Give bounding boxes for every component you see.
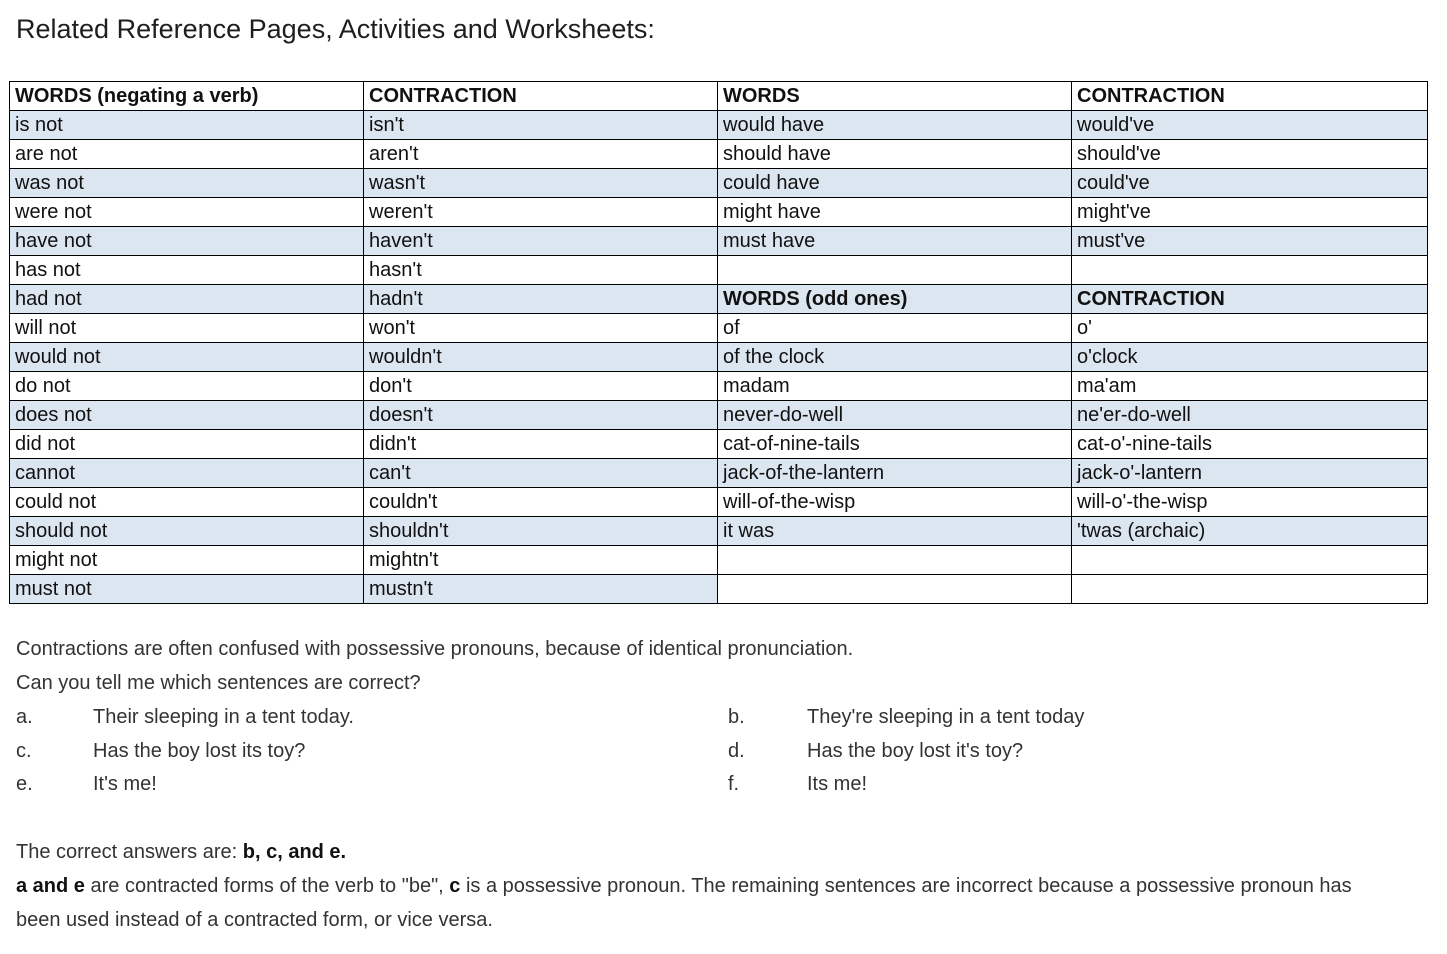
table-cell: hadn't (364, 285, 718, 314)
table-cell: madam (718, 372, 1072, 401)
table-cell: must not (10, 575, 364, 604)
table-cell: aren't (364, 140, 718, 169)
table-row (10, 430, 1428, 459)
question-f-text: Its me! (807, 773, 868, 795)
table-row (10, 401, 1428, 430)
table-cell (718, 256, 1072, 285)
table-cell: couldn't (364, 488, 718, 517)
table-cell: could have (718, 169, 1072, 198)
table-row (10, 546, 1428, 575)
answers-prefix: The correct answers are: (16, 841, 243, 863)
table-cell: had not (10, 285, 364, 314)
table-cell: mustn't (364, 575, 718, 604)
table-cell (1072, 575, 1428, 604)
table-cell: have not (10, 227, 364, 256)
table-cell: jack-of-the-lantern (718, 459, 1072, 488)
table-cell: CONTRACTION (1072, 285, 1428, 314)
table-cell: don't (364, 372, 718, 401)
table-cell: didn't (364, 430, 718, 459)
question-f-letter: f. (728, 773, 740, 795)
table-cell: shouldn't (364, 517, 718, 546)
table-cell: never-do-well (718, 401, 1072, 430)
table-cell: of (718, 314, 1072, 343)
table-cell: are not (10, 140, 364, 169)
answers-line (16, 841, 346, 864)
table-cell: doesn't (364, 401, 718, 430)
question-e-text: It's me! (93, 773, 157, 795)
table-cell: does not (10, 401, 364, 430)
table-cell: cannot (10, 459, 364, 488)
table-cell: WORDS (odd ones) (718, 285, 1072, 314)
explanation-text-2: is a possessive pronoun. The remaining sentences are incorrect because a possessive pronoun has (460, 875, 1352, 897)
explanation-bold-2: c (449, 875, 461, 897)
table-cell: cat-of-nine-tails (718, 430, 1072, 459)
table-row (10, 227, 1428, 256)
answers-correct: b, c, and e. (242, 841, 347, 863)
table-row (10, 256, 1428, 285)
question-c-letter: c. (16, 740, 32, 762)
table-cell: would've (1072, 111, 1428, 140)
table-cell: ne'er-do-well (1072, 401, 1428, 430)
table-cell: weren't (364, 198, 718, 227)
table-cell: it was (718, 517, 1072, 546)
intro-line-2: Can you tell me which sentences are correct? (16, 672, 421, 694)
table-cell: will not (10, 314, 364, 343)
page-title: Related Reference Pages, Activities and Worksheets: (16, 14, 655, 44)
table-cell: should not (10, 517, 364, 546)
table-cell: should have (718, 140, 1072, 169)
table-cell: will-o'-the-wisp (1072, 488, 1428, 517)
question-c-text: Has the boy lost its toy? (93, 740, 306, 762)
explanation-bold-1: a and e (16, 875, 85, 897)
question-b-letter: b. (728, 706, 745, 728)
contractions-table (9, 81, 1428, 604)
table-cell: isn't (364, 111, 718, 140)
table-cell: of the clock (718, 343, 1072, 372)
table-row (10, 372, 1428, 401)
explanation-line-1 (16, 875, 1352, 898)
table-cell: ma'am (1072, 372, 1428, 401)
table-row (10, 198, 1428, 227)
table-cell: would have (718, 111, 1072, 140)
table-cell: wouldn't (364, 343, 718, 372)
table-cell: might have (718, 198, 1072, 227)
table-row (10, 285, 1428, 314)
table-cell: was not (10, 169, 364, 198)
table-cell: mightn't (364, 546, 718, 575)
table-cell: jack-o'-lantern (1072, 459, 1428, 488)
table-row (10, 488, 1428, 517)
table-cell: is not (10, 111, 364, 140)
table-cell: must have (718, 227, 1072, 256)
table-cell: o'clock (1072, 343, 1428, 372)
explanation-text-1: are contracted forms of the verb to "be", (84, 875, 450, 897)
table-row (10, 140, 1428, 169)
table-row (10, 314, 1428, 343)
table-cell: won't (364, 314, 718, 343)
table-cell: were not (10, 198, 364, 227)
table-cell: must've (1072, 227, 1428, 256)
table-row (10, 517, 1428, 546)
table-cell: cat-o'-nine-tails (1072, 430, 1428, 459)
table-row (10, 343, 1428, 372)
table-cell: WORDS (negating a verb) (10, 82, 364, 111)
table-cell (1072, 256, 1428, 285)
table-cell: did not (10, 430, 364, 459)
table-cell: haven't (364, 227, 718, 256)
table-cell: WORDS (718, 82, 1072, 111)
table-row (10, 169, 1428, 198)
table-cell: CONTRACTION (1072, 82, 1428, 111)
table-cell: will-of-the-wisp (718, 488, 1072, 517)
table-cell: would not (10, 343, 364, 372)
table-cell: do not (10, 372, 364, 401)
table-cell: should've (1072, 140, 1428, 169)
table-row (10, 575, 1428, 604)
table-cell: o' (1072, 314, 1428, 343)
table-cell: could've (1072, 169, 1428, 198)
table-row (10, 459, 1428, 488)
table-header-row (10, 82, 1428, 111)
table-cell: has not (10, 256, 364, 285)
table-cell: CONTRACTION (364, 82, 718, 111)
table-cell: hasn't (364, 256, 718, 285)
question-b-text: They're sleeping in a tent today (807, 706, 1085, 728)
table-cell: can't (364, 459, 718, 488)
table-cell: might not (10, 546, 364, 575)
table-cell: wasn't (364, 169, 718, 198)
question-a-text: Their sleeping in a tent today. (93, 706, 354, 728)
question-d-letter: d. (728, 740, 745, 762)
table-cell: could not (10, 488, 364, 517)
table-cell (718, 546, 1072, 575)
explanation-line-2: been used instead of a contracted form, or vice versa. (16, 909, 493, 931)
question-e-letter: e. (16, 773, 33, 795)
table-cell: might've (1072, 198, 1428, 227)
table-cell (718, 575, 1072, 604)
intro-line-1: Contractions are often confused with possessive pronouns, because of identical pronunciation. (16, 638, 854, 660)
table-row (10, 111, 1428, 140)
table-cell: 'twas (archaic) (1072, 517, 1428, 546)
question-a-letter: a. (16, 706, 33, 728)
question-d-text: Has the boy lost it's toy? (807, 740, 1024, 762)
table-cell (1072, 546, 1428, 575)
